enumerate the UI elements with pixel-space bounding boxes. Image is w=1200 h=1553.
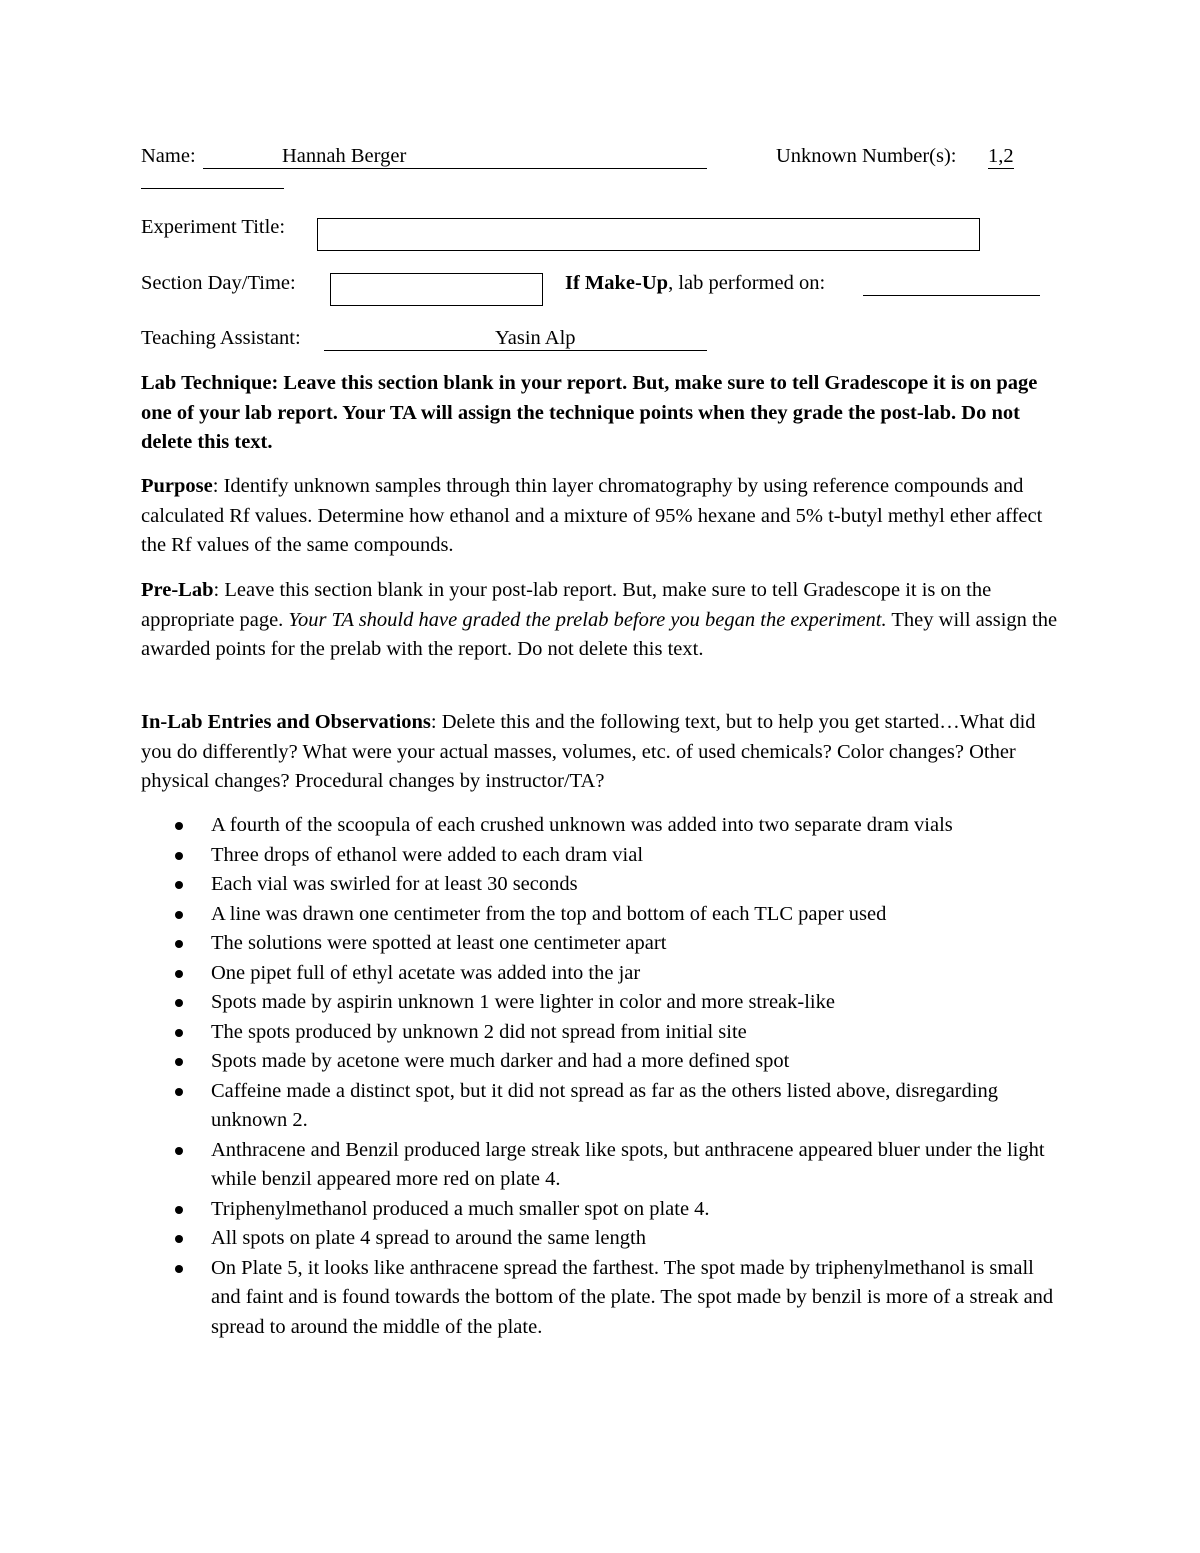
bullet-icon	[175, 1147, 183, 1155]
bullet-icon	[175, 852, 183, 860]
bullet-icon	[175, 940, 183, 948]
list-item-text: The spots produced by unknown 2 did not spread from initial site	[211, 1020, 747, 1043]
unknown-number-continuation-line	[141, 166, 284, 189]
inlab-text: : Delete this and the following text, but to help you get started…What did you do differently? What were your actual masses, volumes, etc. of used chemicals? Color changes? Other physical changes? Procedural changes by instructor/TA?	[141, 711, 1036, 792]
list-item-text: Three drops of ethanol were added to each dram vial	[211, 843, 644, 866]
list-item-text: A line was drawn one centimeter from the top and bottom of each TLC paper used	[211, 902, 887, 925]
inlab-paragraph	[141, 708, 1061, 797]
observations-list	[141, 811, 1061, 1342]
bullet-icon	[175, 1088, 183, 1096]
unknown-number-value[interactable]: 1,2	[988, 142, 1014, 169]
bullet-icon	[175, 881, 183, 889]
list-item	[141, 988, 1061, 1018]
list-item	[141, 841, 1061, 871]
makeup-date-field[interactable]	[863, 269, 1040, 296]
teaching-assistant-field[interactable]	[324, 324, 707, 351]
list-item	[141, 870, 1061, 900]
unknown-number-label: Unknown Number(s):	[776, 145, 957, 167]
bullet-icon	[175, 1058, 183, 1066]
list-item	[141, 1136, 1061, 1195]
makeup-label-bold: If Make-Up	[565, 272, 669, 294]
bullet-icon	[175, 1265, 183, 1273]
purpose-paragraph	[141, 472, 1061, 561]
list-item-text: Caffeine made a distinct spot, but it did not spread as far as the others listed above, disregarding unknown 2.	[211, 1079, 998, 1131]
list-item-text: Each vial was swirled for at least 30 seconds	[211, 873, 578, 895]
list-item	[141, 929, 1061, 959]
teaching-assistant-value: Yasin Alp	[495, 327, 576, 349]
list-item	[141, 1077, 1061, 1136]
list-item-text: The solutions were spotted at least one centimeter apart	[211, 932, 667, 954]
purpose-text: : Identify unknown samples through thin layer chromatography by using reference compounds and calculated Rf values. Determine how ethanol and a mixture of 95% hexane and 5% t-butyl methyl ether affect the Rf values of the same compounds.	[141, 475, 1043, 556]
prelab-text-2: They will assign the awarded points for the prelab with the report. Do not delete this text.	[141, 608, 1058, 660]
teaching-assistant-label: Teaching Assistant:	[141, 327, 301, 349]
makeup-label-rest: , lab performed on:	[668, 272, 826, 294]
section-day-time-field[interactable]	[330, 273, 543, 306]
name-value: Hannah Berger	[282, 145, 407, 167]
list-item	[141, 1047, 1061, 1077]
purpose-heading: Purpose	[141, 475, 213, 497]
bullet-icon	[175, 1235, 183, 1243]
list-item	[141, 811, 1061, 841]
bullet-icon	[175, 822, 183, 830]
makeup-label	[565, 269, 825, 299]
lab-technique-paragraph: Lab Technique: Leave this section blank in your report. But, make sure to tell Gradescope it is on page one of your lab report. Your TA will assign the technique points when they grade the post-lab. Do not delete this text.	[141, 372, 1038, 453]
list-item	[141, 900, 1061, 930]
bullet-icon	[175, 1029, 183, 1037]
prelab-italic-text: Your TA should have graded the prelab before you began the experiment.	[288, 608, 887, 631]
list-item-text: On Plate 5, it looks like anthracene spread the farthest. The spot made by triphenylmethanol is small and faint and is found towards the bottom of the plate. The spot made by benzil is more of a streak and spread to around the middle of the plate.	[211, 1256, 1054, 1338]
list-item	[141, 1018, 1061, 1048]
bullet-icon	[175, 1206, 183, 1214]
prelab-heading: Pre-Lab	[141, 579, 214, 601]
name-field[interactable]	[203, 142, 707, 169]
name-label: Name:	[141, 145, 196, 167]
list-item-text: One pipet full of ethyl acetate was added into the jar	[211, 961, 641, 984]
list-item-text: Triphenylmethanol produced a much smaller spot on plate 4.	[211, 1197, 710, 1220]
bullet-icon	[175, 911, 183, 919]
prelab-paragraph	[141, 576, 1061, 665]
bullet-icon	[175, 999, 183, 1007]
section-day-time-label: Section Day/Time:	[141, 272, 296, 294]
prelab-text-1: : Leave this section blank in your post-lab report. But, make sure to tell Gradescope it is on the appropriate page.	[141, 579, 992, 631]
list-item-text: A fourth of the scoopula of each crushed unknown was added into two separate dram vials	[211, 814, 953, 836]
experiment-title-field[interactable]	[317, 218, 980, 251]
experiment-title-label: Experiment Title:	[141, 216, 286, 238]
inlab-heading: In-Lab Entries and Observations	[141, 711, 431, 733]
list-item-text: Spots made by aspirin unknown 1 were lighter in color and more streak-like	[211, 991, 835, 1013]
list-item	[141, 1254, 1061, 1343]
bullet-icon	[175, 970, 183, 978]
list-item-text: Anthracene and Benzil produced large streak like spots, but anthracene appeared bluer under the light while benzil appeared more red on plate 4.	[211, 1138, 1045, 1190]
list-item	[141, 1224, 1061, 1254]
list-item	[141, 959, 1061, 989]
list-item-text: All spots on plate 4 spread to around the same length	[211, 1227, 646, 1249]
list-item-text: Spots made by acetone were much darker and had a more defined spot	[211, 1050, 790, 1072]
list-item	[141, 1195, 1061, 1225]
